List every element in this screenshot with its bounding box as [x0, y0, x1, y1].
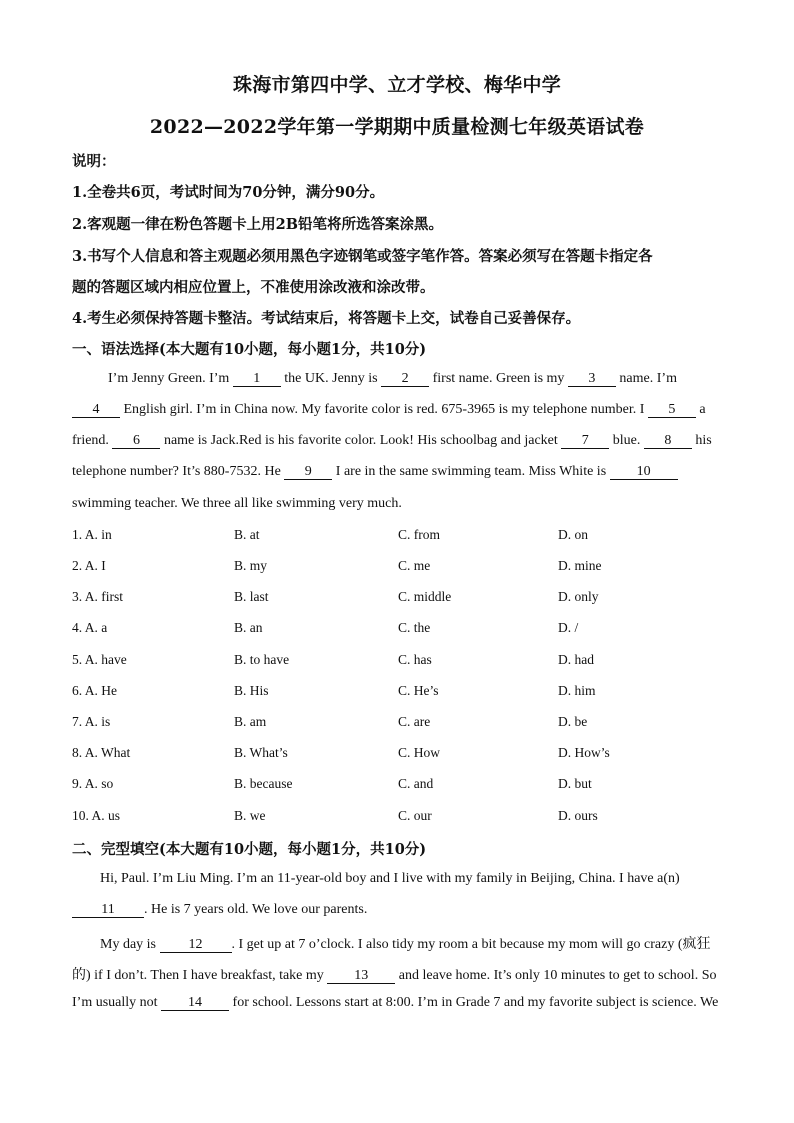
option-a: 6. A. He: [72, 683, 117, 698]
option-c: C. the: [398, 620, 431, 635]
option-c: C. has: [398, 652, 432, 667]
option-a: 7. A. is: [72, 714, 111, 729]
blank-5: 5: [648, 403, 696, 418]
passage-line: Hi, Paul. I’m Liu Ming. I’m an 11-year-old boy and I live with my family in Beijing, China. I have a(n): [100, 871, 680, 886]
passage-line: [72, 464, 722, 480]
question-row: [72, 620, 732, 638]
option-a: 2. A. I: [72, 558, 106, 573]
option-d: D. ours: [558, 808, 598, 823]
option-a: 1. A. in: [72, 527, 112, 542]
passage-text: for school. Lessons start at 8:00. I’m in Grade 7 and my favorite subject is science. We: [229, 995, 719, 1010]
passage-text: name is Jack.Red is his favorite color. Look! His schoolbag and jacket: [160, 433, 562, 448]
option-d: D. How’s: [558, 745, 610, 760]
passage-line: swimming teacher. We three all like swimming very much.: [72, 496, 402, 511]
blank-3: 3: [568, 372, 616, 387]
passage-text: blue.: [609, 433, 644, 448]
passage-text: and leave home. It’s only 10 minutes to get to school. So: [395, 968, 717, 983]
section2-heading: 二、完型填空(本大题有10小题，每小题1分，共10分): [72, 841, 427, 858]
option-a: 9. A. so: [72, 776, 114, 791]
blank-14: 14: [161, 996, 229, 1011]
blank-11: 11: [72, 903, 144, 918]
option-d: D. mine: [558, 558, 602, 573]
passage-line: [72, 995, 722, 1011]
option-a: 8. A. What: [72, 745, 131, 760]
blank-7: 7: [561, 434, 609, 449]
option-a: 3. A. first: [72, 589, 124, 604]
option-c: C. are: [398, 714, 431, 729]
passage-line: [100, 933, 722, 953]
question-row: [72, 589, 732, 607]
option-d: D. but: [558, 776, 592, 791]
passage-text: English girl. I’m in China now. My favorite color is red. 675-3965 is my telephone number. I: [120, 402, 648, 417]
blank-6: 6: [112, 434, 160, 449]
option-c: C. and: [398, 776, 434, 791]
option-b: B. am: [234, 714, 267, 729]
passage-text: name. I’m: [615, 371, 677, 386]
blank-12: 12: [160, 938, 232, 953]
blank-9: 9: [284, 465, 332, 480]
passage-line: [72, 902, 722, 918]
passage-text: first name. Green is my: [429, 371, 568, 386]
question-row: [72, 714, 732, 732]
blank-8: 8: [644, 434, 692, 449]
section1-heading: 一、语法选择(本大题有10小题，每小题1分，共10分): [72, 341, 427, 358]
passage-text: . I get up at 7 o’clock. I also tidy my room a bit because my mom will go crazy (疯狂: [231, 937, 711, 952]
school-title: 珠海市第四中学、立才学校、梅华中学: [232, 74, 562, 96]
passage-text: I are in the same swimming team. Miss White is: [332, 464, 610, 479]
option-b: B. at: [234, 527, 260, 542]
passage-text: telephone number? It’s 880-7532. He: [72, 464, 285, 479]
passage-line: [72, 433, 722, 449]
option-c: C. How: [398, 745, 441, 760]
option-c: C. our: [398, 808, 432, 823]
option-b: B. an: [234, 620, 263, 635]
option-b: B. last: [234, 589, 269, 604]
blank-1: 1: [233, 372, 281, 387]
option-d: D. /: [558, 620, 579, 635]
exam-title: 2022—2022学年第一学期期中质量检测七年级英语试卷: [149, 116, 645, 138]
option-d: D. be: [558, 714, 588, 729]
option-b: B. His: [234, 683, 269, 698]
passage-text: I’m usually not: [72, 995, 162, 1010]
option-d: D. only: [558, 589, 599, 604]
option-c: C. middle: [398, 589, 452, 604]
passage-text: I’m Jenny Green. I’m: [108, 371, 233, 386]
passage-line: [72, 402, 722, 418]
instruction-item: 题的答题区域内相应位置上，不准使用涂改液和涂改带。: [72, 279, 435, 296]
passage-text: his: [691, 433, 712, 448]
passage-text: My day is: [100, 937, 160, 952]
option-c: C. He’s: [398, 683, 439, 698]
blank-10: 10: [610, 465, 678, 480]
option-b: B. What’s: [234, 745, 288, 760]
instruction-item: 2.客观题一律在粉色答题卡上用2B铅笔将所选答案涂黑。: [72, 216, 443, 233]
option-d: D. on: [558, 527, 588, 542]
option-c: C. me: [398, 558, 431, 573]
instruction-item: 4.考生必须保持答题卡整洁。考试结束后，将答题卡上交，试卷自己妥善保存。: [72, 310, 581, 327]
instruction-item: 1.全卷共6页，考试时间为70分钟，满分90分。: [72, 184, 385, 201]
question-row: [72, 683, 732, 701]
question-row: [72, 652, 732, 670]
passage-line: [72, 964, 722, 984]
question-row: [72, 745, 732, 763]
passage-text: . He is 7 years old. We love our parents.: [144, 902, 368, 917]
blank-2: 2: [381, 372, 429, 387]
passage-text: the UK. Jenny is: [280, 371, 382, 386]
passage-text: a: [695, 402, 706, 417]
blank-13: 13: [327, 969, 395, 984]
passage-text: friend.: [72, 433, 113, 448]
passage-line: [108, 371, 722, 387]
question-row: [72, 527, 732, 545]
passage-text: 的) if I don’t. Then I have breakfast, take my: [72, 968, 328, 983]
option-b: B. because: [234, 776, 293, 791]
option-a: 5. A. have: [72, 652, 127, 667]
blank-4: 4: [72, 403, 120, 418]
option-b: B. to have: [234, 652, 290, 667]
option-d: D. him: [558, 683, 596, 698]
option-b: B. my: [234, 558, 268, 573]
question-row: [72, 558, 732, 576]
instructions-heading: 说明：: [72, 153, 116, 170]
option-a: 4. A. a: [72, 620, 108, 635]
option-d: D. had: [558, 652, 594, 667]
question-row: [72, 776, 732, 794]
question-row: [72, 808, 732, 826]
option-b: B. we: [234, 808, 266, 823]
option-c: C. from: [398, 527, 440, 542]
option-a: 10. A. us: [72, 808, 121, 823]
instruction-item: 3.书写个人信息和答主观题必须用黑色字迹钢笔或签字笔作答。答案必须写在答题卡指定各: [72, 248, 653, 265]
